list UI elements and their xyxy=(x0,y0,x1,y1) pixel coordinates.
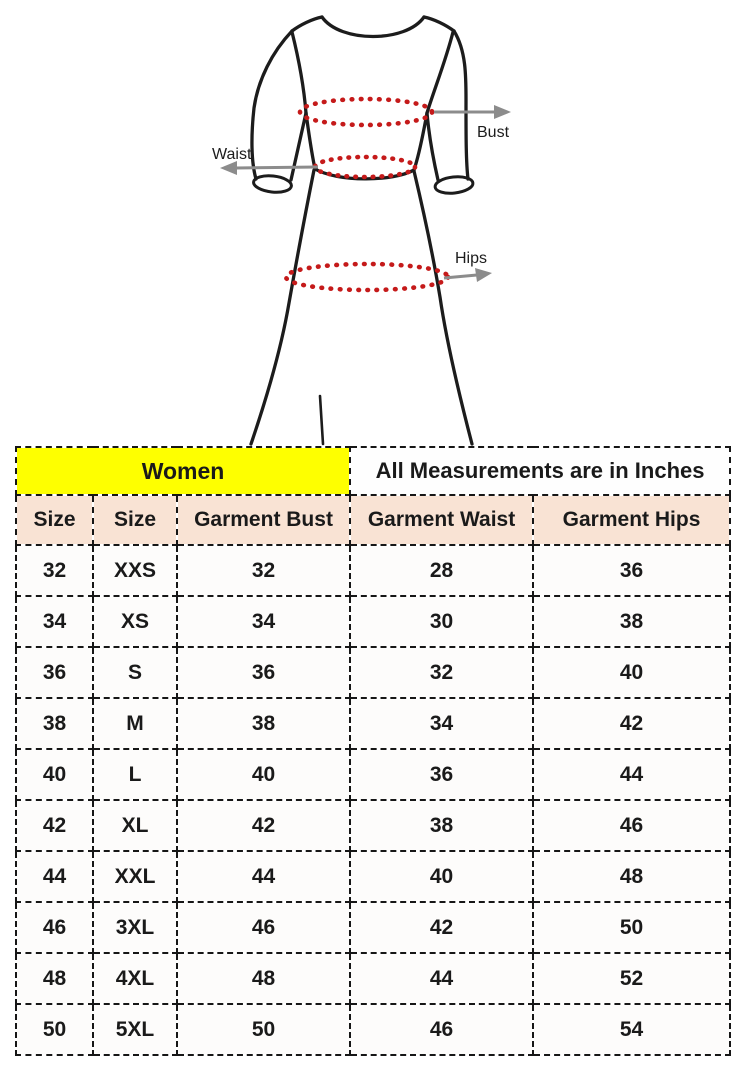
waist-arrow-line xyxy=(236,167,318,168)
dress-skirt-right-edge xyxy=(414,171,472,444)
waist-label: Waist xyxy=(212,146,252,163)
bust-measure-ellipse xyxy=(300,99,432,125)
size-cell: 34 xyxy=(350,698,533,749)
size-cell: 36 xyxy=(350,749,533,800)
dress-outline xyxy=(251,17,474,444)
size-cell: 38 xyxy=(16,698,93,749)
bust-arrow-head-icon xyxy=(494,105,511,119)
size-cell: 34 xyxy=(177,596,350,647)
dress-left-cuff xyxy=(253,174,292,194)
size-cell: 54 xyxy=(533,1004,730,1055)
size-cell: XXL xyxy=(93,851,177,902)
size-cell: 38 xyxy=(177,698,350,749)
table-row xyxy=(16,698,730,749)
size-cell: 5XL xyxy=(93,1004,177,1055)
size-cell: 32 xyxy=(350,647,533,698)
size-cell: 40 xyxy=(350,851,533,902)
size-cell: 50 xyxy=(177,1004,350,1055)
table-row xyxy=(16,1004,730,1055)
size-cell: 34 xyxy=(16,596,93,647)
waist-arrow-head-icon xyxy=(220,161,237,175)
group-header-row xyxy=(16,447,730,495)
dress-hem-slit xyxy=(320,396,323,444)
dress-right-sleeve-inner xyxy=(427,113,438,180)
size-cell: 36 xyxy=(177,647,350,698)
size-cell: 42 xyxy=(16,800,93,851)
size-cell: 32 xyxy=(177,545,350,596)
waist-measure-ellipse xyxy=(315,157,415,177)
size-cell: S xyxy=(93,647,177,698)
size-cell: 42 xyxy=(350,902,533,953)
dress-measurement-diagram xyxy=(0,0,746,446)
size-cell: XXS xyxy=(93,545,177,596)
size-cell: 48 xyxy=(177,953,350,1004)
table-row xyxy=(16,800,730,851)
size-cell: 50 xyxy=(533,902,730,953)
size-cell: 46 xyxy=(177,902,350,953)
dress-left-armhole-seam xyxy=(292,32,306,113)
dress-left-shoulder xyxy=(292,17,322,31)
column-header-garment-bust: Garment Bust xyxy=(177,495,350,545)
column-header-size-letter: Size xyxy=(93,495,177,545)
size-table-body xyxy=(16,545,730,1055)
table-row xyxy=(16,902,730,953)
size-cell: 50 xyxy=(16,1004,93,1055)
size-cell: 28 xyxy=(350,545,533,596)
dress-left-sleeve-inner xyxy=(291,113,306,180)
dress-right-armhole-seam xyxy=(427,32,453,113)
size-cell: 40 xyxy=(16,749,93,800)
women-group-header: Women xyxy=(16,447,350,495)
column-header-garment-hips: Garment Hips xyxy=(533,495,730,545)
size-cell: XS xyxy=(93,596,177,647)
size-cell: 3XL xyxy=(93,902,177,953)
size-cell: 48 xyxy=(16,953,93,1004)
hips-measure-ellipse xyxy=(286,264,448,290)
size-cell: 4XL xyxy=(93,953,177,1004)
size-cell: 44 xyxy=(16,851,93,902)
dress-left-sleeve-outer xyxy=(252,31,292,179)
dress-right-cuff xyxy=(434,175,473,195)
size-cell: 32 xyxy=(16,545,93,596)
table-row xyxy=(16,545,730,596)
size-cell: 48 xyxy=(533,851,730,902)
dress-right-sleeve-outer xyxy=(454,31,468,179)
table-row xyxy=(16,953,730,1004)
size-cell: 30 xyxy=(350,596,533,647)
size-cell: 46 xyxy=(16,902,93,953)
column-header-size-number: Size xyxy=(16,495,93,545)
size-cell: 40 xyxy=(533,647,730,698)
size-table xyxy=(15,446,731,1056)
size-cell: L xyxy=(93,749,177,800)
dress-neckline xyxy=(322,17,424,37)
size-cell: 44 xyxy=(533,749,730,800)
dress-right-shoulder xyxy=(424,17,454,31)
units-group-header: All Measurements are in Inches xyxy=(350,447,730,495)
table-row xyxy=(16,749,730,800)
size-cell: M xyxy=(93,698,177,749)
size-cell: 52 xyxy=(533,953,730,1004)
size-cell: 44 xyxy=(177,851,350,902)
size-cell: 38 xyxy=(533,596,730,647)
dress-skirt-left-edge xyxy=(251,170,314,444)
column-header-row xyxy=(16,495,730,545)
size-cell: 44 xyxy=(350,953,533,1004)
size-cell: XL xyxy=(93,800,177,851)
size-cell: 46 xyxy=(350,1004,533,1055)
hips-arrow-head-icon xyxy=(475,268,492,282)
table-row xyxy=(16,851,730,902)
hips-label: Hips xyxy=(455,250,488,267)
size-cell: 38 xyxy=(350,800,533,851)
size-cell: 46 xyxy=(533,800,730,851)
size-cell: 42 xyxy=(177,800,350,851)
size-cell: 42 xyxy=(533,698,730,749)
table-row xyxy=(16,647,730,698)
size-cell: 36 xyxy=(16,647,93,698)
table-row xyxy=(16,596,730,647)
size-cell: 36 xyxy=(533,545,730,596)
bust-label: Bust xyxy=(477,124,510,141)
size-cell: 40 xyxy=(177,749,350,800)
column-header-garment-waist: Garment Waist xyxy=(350,495,533,545)
